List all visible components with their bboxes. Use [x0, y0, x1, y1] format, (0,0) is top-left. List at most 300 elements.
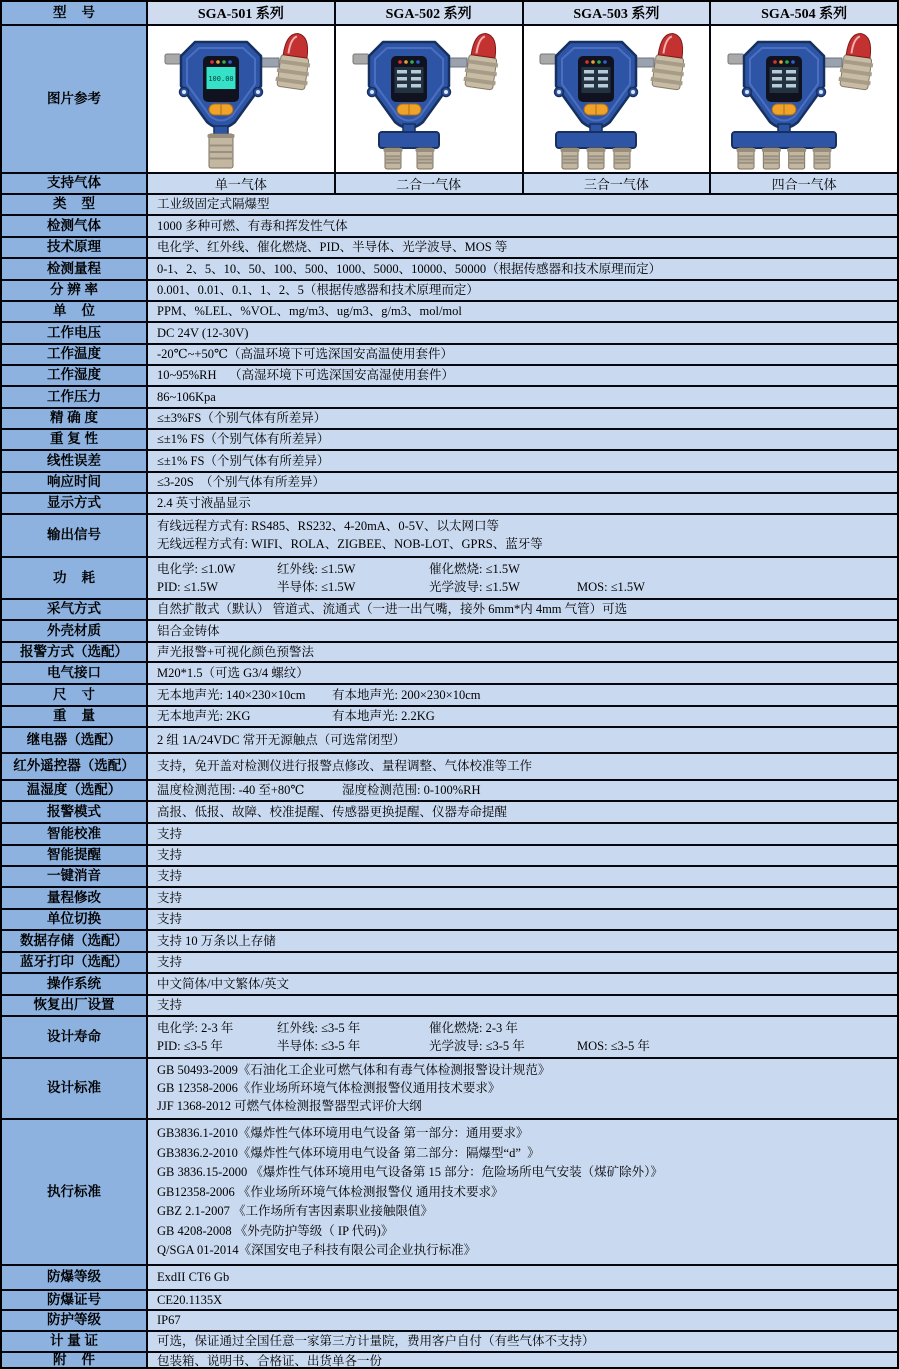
spec-value: 有线远程方式有: RS485、RS232、4-20mA、0-5V、以太网口等	[157, 519, 500, 534]
spec-value: GB 12358-2006《作业场所环境气体检测报警仪通用技术要求》	[157, 1081, 501, 1096]
spec-row	[2, 705, 897, 726]
spec-line	[157, 645, 891, 659]
spec-content	[148, 600, 897, 619]
spec-value: GB3836.2-2010《爆炸性气体环境用电气设备 第二部分：隔爆型“d” 》	[157, 1145, 540, 1160]
spec-value: 红外线: ≤1.5W	[277, 562, 356, 577]
spec-value: 10~95%RH （高湿环境下可选深国安高湿使用套件）	[157, 368, 455, 383]
row-label: 继电器（选配）	[2, 728, 148, 752]
spec-content	[148, 621, 897, 641]
row-label: 防爆证号	[2, 1291, 148, 1309]
spec-content	[148, 685, 897, 705]
spec-line	[157, 759, 891, 773]
spec-content	[148, 931, 897, 951]
spec-value: 0.001、0.01、0.1、1、2、5（根据传感器和技术原理而定）	[157, 283, 479, 298]
spec-row	[2, 1015, 897, 1057]
spec-value: 支持	[157, 998, 183, 1013]
alarm-beacon-icon	[275, 31, 314, 90]
spec-value: GB3836.1-2010《爆炸性气体环境用电气设备 第一部分：通用要求》	[157, 1126, 529, 1141]
spec-value: PID: ≤3-5 年	[157, 1038, 223, 1053]
spec-row	[2, 598, 897, 619]
spec-value: 包装箱、说明书、合格证、出货单各一份	[157, 1354, 383, 1367]
spec-content	[148, 1266, 897, 1289]
spec-row	[2, 822, 897, 844]
spec-line	[157, 934, 891, 948]
spec-content	[148, 430, 897, 449]
spec-content	[148, 238, 897, 257]
spec-line	[157, 1126, 891, 1140]
spec-content	[148, 754, 897, 779]
spec-content	[148, 1059, 897, 1118]
spec-line	[157, 1270, 891, 1284]
spec-row	[2, 641, 897, 661]
spec-content	[148, 1291, 897, 1309]
spec-line	[157, 432, 891, 446]
spec-row	[2, 1057, 897, 1118]
row-label: 智能提醒	[2, 846, 148, 865]
row-label: 单位切换	[2, 910, 148, 929]
sensor-probe-icon	[383, 148, 402, 169]
spec-content	[148, 473, 897, 492]
probe-manifold	[732, 132, 836, 148]
sensor-probe-icon	[787, 148, 806, 169]
row-label: 类 型	[2, 195, 148, 214]
spec-row	[2, 1118, 897, 1264]
row-label: 图片参考	[2, 26, 148, 172]
supported-gas-value: 单一气体	[148, 174, 334, 193]
spec-content	[148, 728, 897, 752]
spec-row	[2, 683, 897, 705]
row-label: 防爆等级	[2, 1266, 148, 1289]
row-label: 支持气体	[2, 174, 148, 193]
spec-row	[2, 844, 897, 865]
spec-line	[157, 869, 891, 883]
spec-content	[148, 558, 897, 598]
spec-value: M20*1.5（可选 G3/4 螺纹）	[157, 665, 309, 680]
spec-value: 无线远程方式有: WIFI、ROLA、ZIGBEE、NOB-LOT、GPRS、蓝牙等	[157, 537, 543, 552]
alarm-beacon-icon	[462, 31, 501, 90]
spec-value: 无本地声光: 2KG	[157, 709, 251, 724]
spec-content	[148, 996, 897, 1015]
product-image-cell	[148, 26, 334, 172]
spec-row	[2, 886, 897, 908]
supported-gas-value: 四合一气体	[709, 174, 897, 193]
spec-value: 支持	[157, 912, 183, 927]
spec-row	[2, 1351, 897, 1367]
spec-content	[148, 707, 897, 726]
spec-line	[157, 1313, 891, 1327]
spec-line	[157, 240, 891, 254]
sensor-probe-icon	[813, 148, 832, 169]
spec-line	[157, 496, 891, 510]
row-label: 线性误差	[2, 451, 148, 471]
spec-content	[148, 824, 897, 844]
spec-line	[157, 326, 891, 340]
spec-line	[157, 347, 891, 361]
spec-value: MOS: ≤3-5 年	[577, 1038, 650, 1053]
spec-content	[148, 802, 897, 822]
sensor-probe-icon	[587, 148, 606, 169]
spec-line	[157, 262, 891, 276]
spec-value: MOS: ≤1.5W	[577, 579, 645, 594]
model-header: SGA-502 系列	[334, 2, 522, 24]
model-header: SGA-501 系列	[148, 2, 334, 24]
spec-line	[157, 390, 891, 404]
spec-line	[157, 411, 891, 425]
spec-line	[157, 219, 891, 233]
spec-value: DC 24V (12-30V)	[157, 325, 249, 340]
row-label: 功 耗	[2, 558, 148, 598]
spec-row	[2, 257, 897, 279]
alarm-beacon-icon	[650, 31, 689, 90]
row-label: 数据存储（选配）	[2, 931, 148, 951]
spec-content	[148, 302, 897, 321]
row-label: 设计寿命	[2, 1017, 148, 1057]
spec-value: 有本地声光: 200×230×10cm	[332, 687, 481, 702]
spec-line	[157, 580, 891, 594]
spec-row	[2, 800, 897, 822]
spec-content	[148, 888, 897, 908]
spec-value: 2.4 英寸液晶显示	[157, 496, 251, 511]
row-label: 温湿度（选配）	[2, 781, 148, 800]
spec-line	[157, 562, 891, 576]
row-label: 检测气体	[2, 216, 148, 236]
spec-line	[157, 197, 891, 211]
row-label: 操作系统	[2, 974, 148, 994]
row-label: 重 复 性	[2, 430, 148, 449]
spec-row	[2, 972, 897, 994]
alarm-beacon-icon	[838, 31, 877, 90]
spec-line	[157, 537, 891, 551]
row-label: 报警模式	[2, 802, 148, 822]
spec-value: 支持	[157, 955, 183, 970]
row-label: 分 辨 率	[2, 281, 148, 300]
sensor-probe-icon	[762, 148, 781, 169]
row-label: 精 确 度	[2, 409, 148, 428]
spec-content	[148, 974, 897, 994]
spec-line	[157, 783, 891, 797]
spec-line	[157, 977, 891, 991]
spec-content	[148, 910, 897, 929]
spec-value: 有本地声光: 2.2KG	[332, 709, 435, 724]
spec-value: ≤±1% FS（个别气体有所差异）	[157, 432, 330, 447]
spec-row	[2, 619, 897, 641]
row-label: 量程修改	[2, 888, 148, 908]
spec-value: GB12358-2006 《作业场所环境气体检测报警仪 通用技术要求》	[157, 1184, 504, 1199]
spec-row	[2, 556, 897, 598]
row-label: 单 位	[2, 302, 148, 321]
product-image-cell	[522, 26, 710, 172]
model-header: SGA-503 系列	[522, 2, 710, 24]
row-label: 响应时间	[2, 473, 148, 492]
spec-content	[148, 345, 897, 364]
spec-content	[148, 387, 897, 407]
spec-row	[2, 471, 897, 492]
spec-row	[2, 752, 897, 779]
spec-line	[157, 454, 891, 468]
device-buttons	[397, 104, 421, 115]
screen-reading: 100.00	[208, 75, 234, 83]
spec-content	[148, 953, 897, 972]
spec-row	[2, 321, 897, 343]
probe-manifold	[379, 132, 439, 148]
spec-value: 电化学: ≤1.0W	[157, 562, 236, 577]
product-image-cell	[709, 26, 897, 172]
spec-row	[2, 661, 897, 683]
row-label: 报警方式（选配）	[2, 643, 148, 661]
spec-line	[157, 1146, 891, 1160]
spec-value: 光学波导: ≤1.5W	[429, 579, 520, 594]
device-illustration-SGA-504	[722, 28, 886, 170]
spec-value: -20℃~+50℃（高温环境下可选深国安高温使用套件）	[157, 347, 453, 362]
spec-line	[157, 1243, 891, 1257]
spec-content	[148, 1120, 897, 1264]
spec-content	[148, 1353, 897, 1367]
sensor-probe-icon	[613, 148, 632, 169]
spec-line	[157, 1204, 891, 1218]
spec-line	[157, 519, 891, 533]
lcd-screen	[766, 56, 802, 102]
spec-value: 光学波导: ≤3-5 年	[429, 1038, 525, 1053]
spec-line	[157, 998, 891, 1012]
model-header-row	[2, 2, 897, 24]
spec-content	[148, 366, 897, 385]
spec-value: 湿度检测范围: 0-100%RH	[342, 783, 481, 798]
row-label: 红外遥控器（选配）	[2, 754, 148, 779]
spec-line	[157, 1224, 891, 1238]
cable-gland-icon	[728, 54, 744, 64]
spec-row	[2, 236, 897, 257]
spec-value: 中文简体/中文繁体/英文	[157, 976, 289, 991]
spec-row	[2, 1309, 897, 1330]
spec-value: ≤3-20S （个别气体有所差异）	[157, 475, 325, 490]
row-label: 恢复出厂设置	[2, 996, 148, 1015]
cable-gland-icon	[165, 54, 181, 64]
row-label: 工作湿度	[2, 366, 148, 385]
spec-value: 温度检测范围: -40 至+80℃	[157, 783, 305, 798]
row-label: 蓝牙打印（选配）	[2, 953, 148, 972]
spec-value: Q/SGA 01-2014《深国安电子科技有限公司企业执行标准》	[157, 1243, 477, 1258]
spec-value: 电化学: 2-3 年	[157, 1021, 234, 1036]
spec-content	[148, 867, 897, 886]
spec-line	[157, 1165, 891, 1179]
spec-line	[157, 1099, 891, 1113]
spec-row	[2, 385, 897, 407]
device-illustration-SGA-502	[347, 28, 511, 170]
spec-line	[157, 733, 891, 747]
spec-row	[2, 214, 897, 236]
spec-row	[2, 908, 897, 929]
spec-row	[2, 300, 897, 321]
row-label: 型 号	[2, 2, 148, 24]
product-image-cell	[334, 26, 522, 172]
spec-line	[157, 1293, 891, 1307]
spec-value: 1000 多种可燃、有毒和挥发性气体	[157, 218, 348, 233]
row-label: 显示方式	[2, 494, 148, 513]
row-label: 工作压力	[2, 387, 148, 407]
spec-row	[2, 343, 897, 364]
spec-row	[2, 726, 897, 752]
spec-line	[157, 368, 891, 382]
spec-row	[2, 1264, 897, 1289]
spec-row	[2, 779, 897, 800]
spec-value: CE20.1135X	[157, 1292, 223, 1307]
spec-value: 自然扩散式（默认） 管道式、流通式（一进一出气嘴，接外 6mm*内 4mm 气管）可选	[157, 602, 628, 617]
row-label: 采气方式	[2, 600, 148, 619]
spec-line	[157, 848, 891, 862]
device-buttons	[584, 104, 608, 115]
spec-value: ≤±1% FS（个别气体有所差异）	[157, 453, 330, 468]
cable-gland-icon	[353, 54, 369, 64]
spec-value: GB 4208-2008 《外壳防护等级（ IP 代码)》	[157, 1223, 394, 1238]
lcd-screen	[578, 56, 614, 102]
spec-value: 声光报警+可视化颜色预警法	[157, 644, 315, 659]
row-label: 电气接口	[2, 663, 148, 683]
sensor-probe-icon	[207, 134, 234, 168]
spec-row	[2, 994, 897, 1015]
row-label: 输出信号	[2, 515, 148, 556]
spec-content	[148, 1017, 897, 1057]
spec-line	[157, 666, 891, 680]
spec-row	[2, 513, 897, 556]
spec-content	[148, 216, 897, 236]
spec-row	[2, 951, 897, 972]
spec-value: IP67	[157, 1313, 181, 1328]
spec-value: 工业级固定式隔爆型	[157, 197, 270, 212]
spec-content	[148, 1311, 897, 1330]
row-label: 设计标准	[2, 1059, 148, 1118]
spec-row	[2, 407, 897, 428]
spec-value: ≤±3%FS（个别气体有所差异）	[157, 411, 327, 426]
spec-value: 支持	[157, 848, 183, 863]
spec-line	[157, 1039, 891, 1053]
spec-value: GB 50493-2009《石油化工企业可燃气体和有毒气体检测报警设计规范》	[157, 1063, 551, 1078]
cable-gland-icon	[540, 54, 556, 64]
spec-content	[148, 323, 897, 343]
spec-line	[157, 955, 891, 969]
device-illustration-SGA-503	[534, 28, 698, 170]
spec-line	[157, 1354, 891, 1367]
spec-line	[157, 1185, 891, 1199]
device-illustration-SGA-501	[159, 28, 323, 170]
spec-row	[2, 193, 897, 214]
row-label: 防护等级	[2, 1311, 148, 1330]
row-label: 工作电压	[2, 323, 148, 343]
spec-value: GBZ 2.1-2007 《工作场所有害因素职业接触限值》	[157, 1204, 434, 1219]
spec-value: PPM、%LEL、%VOL、mg/m3、ug/m3、g/m3、mol/mol	[157, 304, 462, 319]
row-label: 外壳材质	[2, 621, 148, 641]
row-label: 工作温度	[2, 345, 148, 364]
row-label: 计 量 证	[2, 1332, 148, 1351]
spec-line	[157, 475, 891, 489]
spec-content	[148, 515, 897, 556]
row-label: 技术原理	[2, 238, 148, 257]
model-header: SGA-504 系列	[709, 2, 897, 24]
spec-content	[148, 409, 897, 428]
spec-value: JJF 1368-2012 可燃气体检测报警器型式评价大纲	[157, 1099, 422, 1114]
spec-value: 86~106Kpa	[157, 389, 216, 404]
spec-content	[148, 781, 897, 800]
sensor-probe-icon	[737, 148, 756, 169]
spec-value: 红外线: ≤3-5 年	[277, 1021, 361, 1036]
spec-content	[148, 1332, 897, 1351]
spec-row	[2, 428, 897, 449]
lcd-screen	[391, 56, 427, 102]
sensor-probe-icon	[415, 148, 434, 169]
spec-line	[157, 304, 891, 318]
spec-row	[2, 492, 897, 513]
spec-value: 支持，免开盖对检测仪进行报警点修改、量程调整、气体校准等工作	[157, 759, 533, 774]
spec-line	[157, 891, 891, 905]
spec-content	[148, 451, 897, 471]
spec-row	[2, 1289, 897, 1309]
device-buttons	[209, 104, 233, 115]
spec-content	[148, 494, 897, 513]
row-label: 智能校准	[2, 824, 148, 844]
spec-content	[148, 846, 897, 865]
lcd-screen	[203, 56, 239, 102]
spec-value: 电化学、红外线、催化燃烧、PID、半导体、光学波导、MOS 等	[157, 240, 508, 255]
spec-line	[157, 1334, 891, 1348]
spec-value: 半导体: ≤1.5W	[277, 579, 356, 594]
spec-value: PID: ≤1.5W	[157, 579, 219, 594]
row-label: 检测量程	[2, 259, 148, 279]
spec-line	[157, 912, 891, 926]
spec-line	[157, 283, 891, 297]
row-label: 一键消音	[2, 867, 148, 886]
spec-value: 可选，保证通过全国任意一家第三方计量院，费用客户自付（有些气体不支持）	[157, 1334, 595, 1349]
supported-gas-value: 二合一气体	[334, 174, 522, 193]
spec-row	[2, 1330, 897, 1351]
device-buttons	[772, 104, 796, 115]
row-label: 附 件	[2, 1353, 148, 1367]
spec-row	[2, 865, 897, 886]
spec-value: 支持 10 万条以上存储	[157, 933, 276, 948]
spec-line	[157, 805, 891, 819]
spec-content	[148, 259, 897, 279]
spec-line	[157, 624, 891, 638]
spec-value: GB 3836.15-2000 《爆炸性气体环境用电气设备第 15 部分：危险场所电气安装（煤矿除外）》	[157, 1165, 663, 1180]
supported-gas-value: 三合一气体	[522, 174, 710, 193]
row-label: 尺 寸	[2, 685, 148, 705]
spec-line	[157, 1063, 891, 1077]
spec-content	[148, 195, 897, 214]
sensor-probe-icon	[561, 148, 580, 169]
spec-line	[157, 1081, 891, 1095]
row-label: 执行标准	[2, 1120, 148, 1264]
spec-value: 0-1、2、5、10、50、100、500、1000、5000、10000、50000（根据传感器和技术原理而定）	[157, 261, 662, 276]
spec-value: 无本地声光: 140×230×10cm	[157, 687, 306, 702]
row-label: 重 量	[2, 707, 148, 726]
spec-line	[157, 688, 891, 702]
spec-value: 铝合金铸体	[157, 623, 220, 638]
spec-row	[2, 279, 897, 300]
spec-row	[2, 929, 897, 951]
spec-line	[157, 827, 891, 841]
spec-line	[157, 1021, 891, 1035]
spec-row	[2, 364, 897, 385]
spec-row	[2, 449, 897, 471]
spec-value: 支持	[157, 890, 183, 905]
spec-value: 2 组 1A/24VDC 常开无源触点（可选常闭型）	[157, 732, 406, 747]
product-image-row	[2, 24, 897, 172]
supported-gas-row	[2, 172, 897, 193]
spec-content	[148, 281, 897, 300]
spec-value: 催化燃烧: ≤1.5W	[429, 562, 520, 577]
probe-manifold	[556, 132, 636, 148]
spec-line	[157, 602, 891, 616]
spec-value: 半导体: ≤3-5 年	[277, 1038, 361, 1053]
spec-value: 支持	[157, 826, 183, 841]
